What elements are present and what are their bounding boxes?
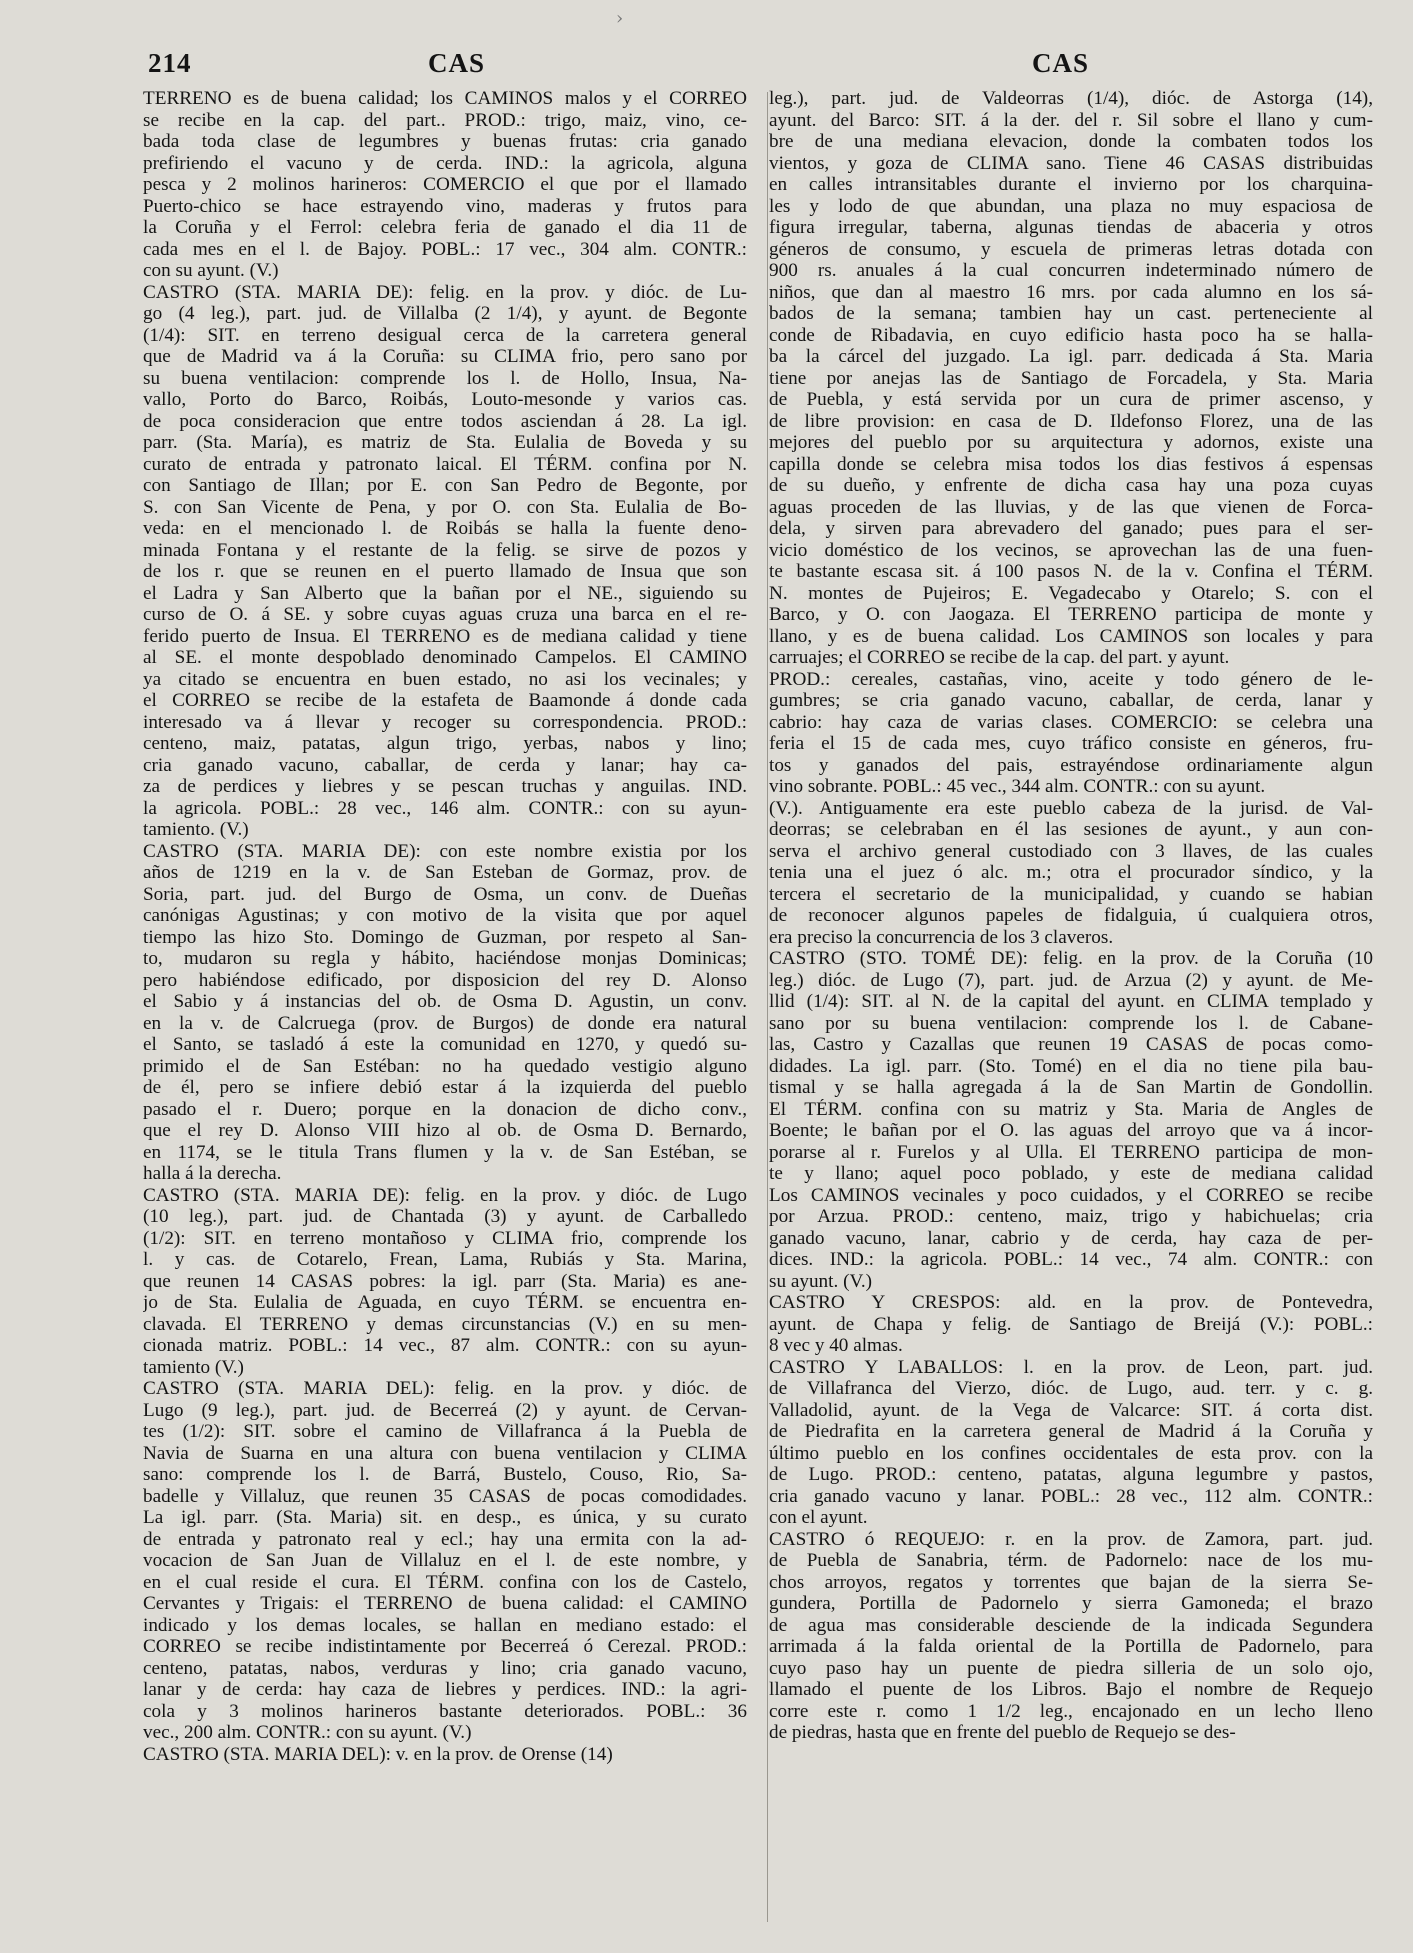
text-line: CASTRO (STA. MARIA DEL): felig. en la prov. y dióc. de [143, 1378, 747, 1399]
text-line: porarse al r. Furelos y al Ulla. El TERRENO participa de mon- [769, 1141, 1373, 1163]
text-line: prefiriendo el vacuno y de cerda. IND.: la agricola, alguna [143, 152, 747, 174]
column-divider [767, 92, 768, 1922]
text-line: Valladolid, ayunt. de la Vega de Valcarce: SIT. á corta dist. [769, 1399, 1373, 1421]
text-line: que de Madrid va á la Coruña: su CLIMA frio, pero sano por [143, 346, 747, 367]
text-line: de reconocer algunos papeles de fidalguia, ú cualquiera otros, [769, 905, 1373, 926]
page-number: 214 [148, 48, 192, 78]
text-line: tamiento (V.) [143, 1356, 244, 1378]
text-line: serva el archivo general custodiado con 3 llaves, de las cuales [769, 840, 1373, 862]
text-line: llamado el puente de los Libros. Bajo el nombre de Requejo [769, 1679, 1373, 1700]
text-line: dices. IND.: la agricola. POBL.: 14 vec., 74 alm. CONTR.: con [769, 1249, 1373, 1270]
text-line: su ayunt. (V.) [769, 1270, 873, 1292]
text-line: de Piedrafita en la carretera general de Madrid á la Coruña y [769, 1421, 1373, 1442]
text-line: centeno, patatas, nabos, verduras y lino; cria ganado vacuno, [143, 1657, 747, 1679]
text-line: tercera el secretario de la municipalidad, y cuando se habian [769, 883, 1373, 905]
text-line: carruajes; el CORREO se recibe de la cap. del part. y ayunt. [769, 647, 1230, 668]
text-line: capilla donde se celebra misa todos los dias festivos á espensas [769, 453, 1373, 475]
text-line: Puerto-chico se hace estrayendo vino, maderas y frutos para [143, 195, 747, 217]
text-line: curato de entrada y patronato laical. El TÉRM. confina por N. [143, 453, 747, 475]
text-line: la agricola. POBL.: 28 vec., 146 alm. CONTR.: con su ayun- [143, 797, 747, 819]
text-line: (1/2): SIT. en terreno montañoso y CLIMA frio, comprende los [143, 1227, 747, 1249]
text-line: Soria, part. jud. del Burgo de Osma, un conv. de Dueñas [143, 883, 747, 905]
text-line: CASTRO (STA. MARIA DE): con este nombre existia por los [143, 840, 747, 862]
text-line: Navia de Suarna en una altura con buena ventilacion y CLIMA [143, 1442, 747, 1464]
text-line: vallo, Porto do Barco, Roibás, Louto-mesonde y varios cas. [143, 389, 747, 410]
text-line: (V.). Antiguamente era este pueblo cabeza de la jurisd. de Val- [769, 797, 1373, 819]
text-line: de su dueño, y enfrente de dicha casa hay una poza cuyas [769, 475, 1373, 496]
text-line: feria el 15 de cada mes, cuyo tráfico consiste en géneros, fru- [769, 733, 1373, 754]
text-line: za de perdices y liebres y se pescan truchas y anguilas. IND. [143, 776, 747, 797]
text-line: CASTRO ó REQUEJO: r. en la prov. de Zamora, part. jud. [769, 1528, 1373, 1550]
text-line: centeno, maiz, patatas, algun trigo, yerbas, nabos y lino; [143, 733, 747, 754]
text-line: CASTRO (STA. MARIA DEL): v. en la prov. de Orense (14) [143, 1743, 613, 1765]
text-line: cola y 3 molinos harineros bastante deteriorados. POBL.: 36 [143, 1700, 747, 1722]
text-line: indicado y los demas locales, se hallan en mediano estado: el [143, 1614, 747, 1636]
text-line: jo de Sta. Eulalia de Aguada, en cuyo TÉRM. se encuentra en- [143, 1292, 747, 1313]
text-line: Lugo (9 leg.), part. jud. de Becerreá (2) y ayunt. de Cervan- [143, 1399, 747, 1421]
left-column [143, 88, 747, 1930]
text-line: ba la cárcel del juzgado. La igl. parr. dedicada á Sta. Maria [769, 346, 1373, 367]
text-line: cuyo paso hay un puente de piedra silleria de un solo ojo, [769, 1657, 1373, 1679]
text-line: ganado vacuno, lanar, cabrio y de cerda, hay caza de per- [769, 1227, 1373, 1249]
text-line: l. y cas. de Cotarelo, Frean, Lama, Rubiás y Sta. Marina, [143, 1249, 747, 1270]
text-line: Los CAMINOS vecinales y poco cuidados, y el CORREO se recibe [769, 1184, 1373, 1206]
text-line: tismal y se halla agregada á la de San Martin de Gondollin. [769, 1077, 1373, 1098]
left-running-head: CAS [428, 48, 486, 78]
text-line: halla á la derecha. [143, 1163, 282, 1184]
text-line: leg.) dióc. de Lugo (7), part. jud. de Arzua (2) y ayunt. de Me- [769, 969, 1373, 991]
text-line: en la v. de Calcruega (prov. de Burgos) de donde era natural [143, 1012, 747, 1034]
text-line: que el rey D. Alonso VIII hizo al ob. de Osma D. Bernardo, [143, 1120, 747, 1141]
text-line: de libre provision: en casa de D. Ildefonso Florez, una de las [769, 410, 1373, 432]
text-line: en el cual reside el cura. El TÉRM. confina con los de Castelo, [143, 1571, 747, 1593]
text-line: géneros de consumo, y escuela de primeras letras dotada con [769, 238, 1373, 260]
text-line: pasado el r. Duero; porque en la donacion de dicho conv., [143, 1098, 747, 1120]
text-line: cria ganado vacuno, caballar, de cerda y lanar; hay ca- [143, 754, 747, 776]
text-line: con su ayunt. (V.) [143, 260, 279, 281]
text-line: veda: en el mencionado l. de Roibás se halla la fuente deno- [143, 518, 747, 539]
text-line: conde de Ribadavia, en cuyo edificio hasta poco ha se halla- [769, 324, 1373, 346]
text-line: primido el de San Estéban: no ha quedado vestigio alguno [143, 1055, 747, 1077]
text-line: deorras; se celebraban en él las sesiones de ayunt., y aun con- [769, 819, 1373, 840]
text-line: clavada. El TERRENO y demas circunstancias (V.) en su men- [143, 1313, 747, 1335]
text-line: minada Fontana y el restante de la felig. se sirve de pozos y [143, 539, 747, 561]
text-line: el Santo, se tasladó á este la comunidad en 1270, y quedó su- [143, 1034, 747, 1055]
text-line: vientos, y goza de CLIMA sano. Tiene 46 CASAS distribuidas [769, 152, 1373, 174]
text-line: CASTRO (STO. TOMÉ DE): felig. en la prov. de la Coruña (10 [769, 948, 1373, 969]
text-line: TERRENO es de buena calidad; los CAMINOS malos y el CORREO [143, 88, 747, 109]
text-line: 8 vec y 40 almas. [769, 1335, 903, 1356]
text-line: ya citado se encuentra en buen estado, no asi los vecinales; y [143, 668, 747, 690]
text-line: interesado va á llevar y recoger su correspondencia. PROD.: [143, 711, 747, 733]
text-line: llano, y es de buena calidad. Los CAMINOS son locales y para [769, 625, 1373, 647]
text-line: bre de una mediana elevacion, donde la combaten todos los [769, 131, 1373, 152]
text-line: mejores del pueblo por su arquitectura y adornos, existe una [769, 432, 1373, 453]
text-line: vec., 200 alm. CONTR.: con su ayunt. (V.) [143, 1722, 472, 1743]
text-line: Boente; le bañan por el O. las aguas del arroyo que va á incor- [769, 1120, 1373, 1141]
text-line: corre este r. como 1 1/2 leg., encajonado en un lecho lleno [769, 1700, 1373, 1722]
text-line: (1/4): SIT. en terreno desigual cerca de la carretera general [143, 324, 747, 346]
text-line: tos y ganados del pais, estrayéndose ordinariamente algun [769, 754, 1373, 776]
text-line: sano por su buena ventilacion: comprende los l. de Cabane- [769, 1012, 1373, 1034]
text-line: de Villafranca del Vierzo, dióc. de Lugo, aud. terr. y c. g. [769, 1378, 1373, 1399]
text-line: arrimada á la falda oriental de la Portilla de Padornelo, para [769, 1636, 1373, 1657]
text-line: último pueblo en los confines occidentales de esta prov. con la [769, 1442, 1373, 1464]
text-line: de los r. que se reunen en el puerto llamado de Insua que son [143, 561, 747, 582]
text-line: la Coruña y el Ferrol: celebra feria de ganado el dia 11 de [143, 217, 747, 238]
text-line: PROD.: cereales, castañas, vino, aceite y todo género de le- [769, 668, 1373, 690]
text-line: pero habiéndose edificado, por disposicion del rey D. Alonso [143, 969, 747, 991]
text-line: llid (1/4): SIT. al N. de la capital del ayunt. en CLIMA templado y [769, 991, 1373, 1012]
text-line: el CORREO se recibe de la estafeta de Baamonde á donde cada [143, 690, 747, 711]
text-line: La igl. parr. (Sta. Maria) sit. en desp., es única, y su curato [143, 1507, 747, 1528]
text-line: dela, y sirven para abrevadero del ganado; pues para el ser- [769, 518, 1373, 539]
text-line: cria ganado vacuno y lanar. POBL.: 28 vec., 112 alm. CONTR.: [769, 1485, 1373, 1507]
text-line: se recibe en la cap. del part.. PROD.: trigo, maiz, vino, ce- [143, 109, 747, 131]
text-line: CASTRO Y CRESPOS: ald. en la prov. de Pontevedra, [769, 1292, 1373, 1313]
text-line: cada mes en el l. de Bajoy. POBL.: 17 vec., 304 alm. CONTR.: [143, 238, 747, 260]
text-line: el Sabio y á instancias del ob. de Osma D. Agustin, un conv. [143, 991, 747, 1012]
text-line: era preciso la concurrencia de los 3 claveros. [769, 926, 1114, 948]
text-line: por Arzua. PROD.: centeno, maiz, trigo y habichuelas; cria [769, 1206, 1373, 1227]
text-line: CORREO se recibe indistintamente por Becerreá ó Cerezal. PROD.: [143, 1636, 747, 1657]
text-line: go (4 leg.), part. jud. de Villalba (2 1/4), y ayunt. de Begonte [143, 303, 747, 324]
text-line: niños, que dan al maestro 16 mrs. por cada alumno en los sá- [769, 281, 1373, 303]
text-line: en 1174, se le titula Trans flumen y la v. de San Estéban, se [143, 1141, 747, 1163]
text-line: didades. La igl. parr. (Sto. Tomé) en el dia no tiene pila bau- [769, 1055, 1373, 1077]
text-line: al SE. el monte despoblado denominado Campelos. El CAMINO [143, 647, 747, 668]
text-line: tiempo las hizo Sto. Domingo de Guzman, por respeto al San- [143, 926, 747, 948]
text-line: ferido puerto de Insua. El TERRENO es de mediana calidad y tiene [143, 625, 747, 647]
text-line: su buena ventilacion: comprende los l. de Hollo, Insua, Na- [143, 367, 747, 389]
text-line: de entrada y patronato real y ecl.; hay una ermita con la ad- [143, 1528, 747, 1550]
text-line: chos arroyos, regatos y torrentes que bajan de la sierra Se- [769, 1571, 1373, 1593]
text-line: tes (1/2): SIT. sobre el camino de Villafranca á la Puebla de [143, 1421, 747, 1442]
text-line: leg.), part. jud. de Valdeorras (1/4), dióc. de Astorga (14), [769, 88, 1373, 109]
text-line: vocacion de San Juan de Villaluz en el l. de este nombre, y [143, 1550, 747, 1571]
text-line: vino sobrante. POBL.: 45 vec., 344 alm. CONTR.: con su ayunt. [769, 776, 1266, 797]
text-line: curso de O. á SE. y sobre cuyas aguas cruza una barca en el re- [143, 604, 747, 625]
text-line: CASTRO (STA. MARIA DE): felig. en la prov. y dióc. de Lugo [143, 1184, 747, 1206]
text-line: El TÉRM. confina con su matriz y Sta. Maria de Angles de [769, 1098, 1373, 1120]
right-running-head: CAS [1032, 48, 1090, 78]
text-line: te bastante escasa sit. á 100 pasos N. de la v. Confina el TÉRM. [769, 561, 1373, 582]
text-line: CASTRO (STA. MARIA DE): felig. en la prov. y dióc. de Lu- [143, 281, 747, 303]
text-line: 900 rs. anuales á la cual concurren indeterminado número de [769, 260, 1373, 281]
text-line: gumbres; se cria ganado vacuno, caballar, de cerda, lanar y [769, 690, 1373, 711]
text-line: de Lugo. PROD.: centeno, patatas, alguna legumbre y pastos, [769, 1464, 1373, 1485]
text-line: to, mudaron su regla y hábito, haciéndose monjas Dominicas; [143, 948, 747, 969]
text-line: que reunen 14 CASAS pobres: la igl. parr (Sta. Maria) es ane- [143, 1270, 747, 1292]
text-line: pesca y 2 molinos harineros: COMERCIO el que por el llamado [143, 174, 747, 195]
text-line: con el ayunt. [769, 1507, 868, 1528]
text-line: lanar y de cerda: hay caza de liebres y perdices. IND.: la agri- [143, 1679, 747, 1700]
text-line: ayunt. del Barco: SIT. á la der. del r. Sil sobre el llano y cum- [769, 109, 1373, 131]
text-line: figura irregular, taberna, algunas tiendas de abaceria y otros [769, 217, 1373, 238]
text-line: las, Castro y Cazallas que reunen 19 CASAS de pocas como- [769, 1034, 1373, 1055]
right-column [769, 88, 1373, 1930]
text-line: ayunt. de Chapa y felig. de Santiago de Breijá (V.): POBL.: [769, 1313, 1373, 1335]
text-line: en calles intransitables durante el invierno por los charquina- [769, 174, 1373, 195]
text-line: de agua mas considerable desciende de la indicada Segundera [769, 1614, 1373, 1636]
text-line: te y llano; aquel poco poblado, y este de mediana calidad [769, 1163, 1373, 1184]
text-line: tiene por anejas las de Santiago de Forcadela, y Sta. Maria [769, 367, 1373, 389]
text-line: bados de la semana; tambien hay un cast. perteneciente al [769, 303, 1373, 324]
text-line: con Santiago de Illan; por E. con San Pedro de Begonte, por [143, 475, 747, 496]
text-line: gundera, Portilla de Padornelo y sierra Gamoneda; el brazo [769, 1593, 1373, 1614]
text-line: tamiento. (V.) [143, 819, 249, 840]
text-line: sano: comprende los l. de Barrá, Bustelo, Couso, Rio, Sa- [143, 1464, 747, 1485]
text-line: N. montes de Pujeiros; E. Vegadecabo y Otarelo; S. con el [769, 582, 1373, 604]
text-line: cionada matriz. POBL.: 14 vec., 87 alm. CONTR.: con su ayun- [143, 1335, 747, 1356]
text-line: canónigas Agustinas; y con motivo de la visita que por aquel [143, 905, 747, 926]
text-line: Barco, y O. con Jaogaza. El TERRENO participa de monte y [769, 604, 1373, 625]
text-line: de Puebla de Sanabria, térm. de Padornelo: nace de los mu- [769, 1550, 1373, 1571]
text-line: aguas proceden de las lluvias, y de las que vienen de Forca- [769, 496, 1373, 518]
text-line: de poca consideracion que entre todos asciendan á 28. La igl. [143, 410, 747, 432]
text-line: vicio doméstico de los vecinos, se aprovechan las de una fuen- [769, 539, 1373, 561]
text-line: el Ladra y San Alberto que la bañan por el NE., siguiendo su [143, 582, 747, 604]
text-line: parr. (Sta. María), es matriz de Sta. Eulalia de Boveda y su [143, 432, 747, 453]
text-line: CASTRO Y LABALLOS: l. en la prov. de Leon, part. jud. [769, 1356, 1373, 1378]
text-line: de él, pero se infiere debió estar á la izquierda del pueblo [143, 1077, 747, 1098]
text-line: Cervantes y Trigais: el TERRENO de buena calidad: el CAMINO [143, 1593, 747, 1614]
text-line: les y lodo de que abundan, una plaza no muy espaciosa de [769, 195, 1373, 217]
scan-mark: › [616, 8, 624, 29]
text-line: de piedras, hasta que en frente del pueblo de Requejo se des- [769, 1722, 1236, 1743]
text-line: tenia una el juez ó alc. m.; otra el procurador síndico, y la [769, 862, 1373, 883]
text-line: S. con San Vicente de Pena, y por O. con Sta. Eulalia de Bo- [143, 496, 747, 518]
text-line: (10 leg.), part. jud. de Chantada (3) y ayunt. de Carballedo [143, 1206, 747, 1227]
text-line: badelle y Villaluz, que reunen 35 CASAS de pocas comodidades. [143, 1485, 747, 1507]
text-line: cabrio: hay caza de varias clases. COMERCIO: se celebra una [769, 711, 1373, 733]
text-line: de Puebla, y está servida por un cura de primer ascenso, y [769, 389, 1373, 410]
text-line: bada toda clase de legumbres y buenas frutas: cria ganado [143, 131, 747, 152]
text-line: años de 1219 en la v. de San Esteban de Gormaz, prov. de [143, 862, 747, 883]
